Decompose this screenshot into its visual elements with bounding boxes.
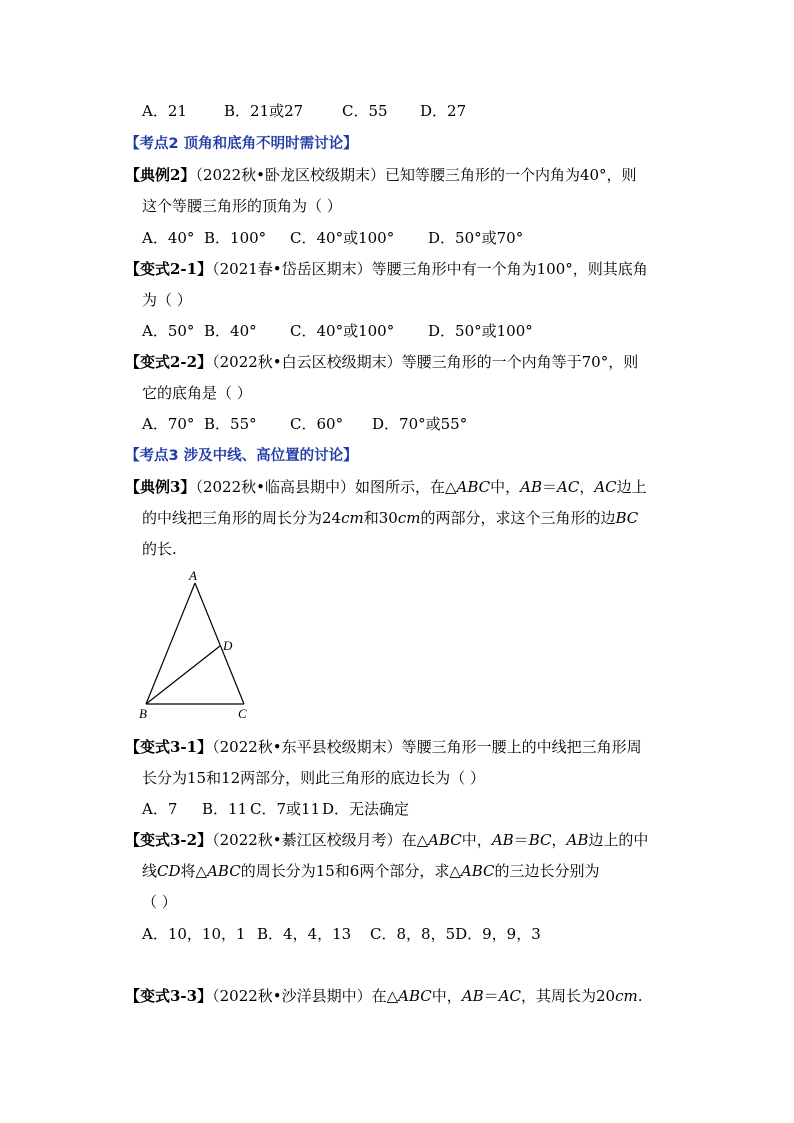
math-ab: AB — [566, 831, 589, 849]
variant-3-1-line1 — [125, 737, 642, 757]
math-ab: AB — [461, 987, 484, 1005]
side-ab — [146, 583, 195, 704]
option-a: A．50° — [142, 322, 195, 340]
option-a: A．40° — [142, 229, 195, 247]
variant-3-3-text: ，其周长为20 — [521, 987, 616, 1005]
variant-3-1-text1: （2022秋•东平县校级期末）等腰三角形一腰上的中线把三角形周 — [212, 738, 642, 756]
punct: ， — [579, 478, 595, 496]
example-3-text: 和30 — [363, 509, 398, 527]
math-ab: AB — [491, 831, 514, 849]
variant-3-1-tag: 【变式3-1】 — [125, 738, 213, 756]
option-c: C．40°或100° — [290, 229, 395, 247]
example-3-text: 边上 — [616, 478, 647, 496]
triangle-figure — [130, 568, 260, 728]
example-3-line1 — [125, 477, 647, 497]
example-3-tag: 【典例3】 — [125, 478, 196, 496]
label-a: A — [189, 568, 197, 583]
example-3-line3: 的长. — [142, 540, 177, 558]
option-d: D．70°或55° — [372, 415, 468, 433]
variant-3-3-text: （2022秋•沙洋县期中）在△ — [212, 987, 399, 1005]
variant-3-3-line1 — [125, 986, 643, 1006]
option-c: C．40°或100° — [290, 322, 395, 340]
variant-3-2-text: 边上的中 — [588, 831, 649, 849]
math-bc: BC — [528, 831, 552, 849]
option-a: A．21 — [142, 102, 187, 120]
variant-2-2-line2: 它的底角是（ ） — [142, 384, 252, 402]
math-bc: BC — [615, 509, 639, 527]
section-2-title: 【考点2 顶角和底角不明时需讨论】 — [125, 136, 358, 152]
option-d: D．50°或70° — [428, 229, 524, 247]
label-d: D — [223, 638, 233, 653]
variant-3-3-text: 中， — [431, 987, 462, 1005]
math-abc: ABC — [456, 478, 491, 496]
option-d: D．27 — [420, 102, 467, 120]
example-3-text: （2022秋•临高县期中）如图所示，在△ — [195, 478, 457, 496]
option-c: C．8，8，5D．9，9，3 — [370, 925, 541, 943]
example-2-line1 — [125, 165, 637, 185]
example-3-text: 的两部分，求这个三角形的边 — [420, 509, 616, 527]
variant-3-2-line3: （ ） — [142, 893, 177, 911]
variant-2-2-text1: （2022秋•白云区校级期末）等腰三角形的一个内角等于70°，则 — [212, 353, 639, 371]
side-ac — [195, 583, 244, 704]
option-b: B．11 — [202, 800, 248, 818]
option-b: B．40° — [204, 322, 257, 340]
math-abc: ABC — [460, 862, 495, 880]
math-cd: CD — [157, 862, 181, 880]
example-3-text: 的中线把三角形的周长分为24 — [142, 509, 342, 527]
option-b: B．4，4，13 — [257, 925, 352, 943]
option-a: A．7 — [142, 800, 178, 818]
example-3-line2 — [142, 508, 638, 528]
math-eq: ＝ — [483, 987, 499, 1005]
section-3-title: 【考点3 涉及中线、高位置的讨论】 — [125, 448, 358, 464]
math-ac: AC — [594, 478, 617, 496]
variant-3-2-text: 中， — [461, 831, 492, 849]
variant-2-2-line1 — [125, 352, 638, 372]
variant-3-2-tag: 【变式3-2】 — [125, 831, 213, 849]
option-c: C．55 — [342, 102, 388, 120]
label-c: C — [238, 706, 247, 721]
variant-3-2-text: 的三边长分别为 — [494, 862, 600, 880]
math-ab: AB — [520, 478, 542, 496]
option-b: B．100° — [204, 229, 267, 247]
option-c: C．60° — [290, 415, 344, 433]
variant-3-1-line2: 长分为15和12两部分，则此三角形的底边长为（ ） — [142, 769, 485, 787]
variant-2-2-tag: 【变式2-2】 — [125, 353, 213, 371]
label-b: B — [139, 706, 147, 721]
math-ac: AC — [557, 478, 580, 496]
example-3-text: 中， — [490, 478, 521, 496]
variant-3-2-options — [142, 924, 541, 944]
variant-3-2-text: 将△ — [180, 862, 208, 880]
variant-2-1-text1: （2021春•岱岳区期末）等腰三角形中有一个角为100°，则其底角 — [212, 260, 648, 278]
variant-2-1-line2: 为（ ） — [142, 291, 192, 309]
variant-3-2-line2 — [142, 861, 600, 881]
option-b: B．21或27 — [224, 102, 304, 120]
example-2-options — [142, 228, 523, 248]
prev-options — [142, 101, 466, 121]
variant-3-2-text: （2022秋•綦江区校级月考）在△ — [212, 831, 429, 849]
unit-cm: cm — [397, 509, 421, 527]
option-d: D．无法确定 — [322, 800, 410, 818]
variant-3-2-text: 线 — [142, 862, 158, 880]
variant-2-1-line1 — [125, 259, 648, 279]
math-abc: ABC — [398, 987, 432, 1005]
example-2-line2: 这个等腰三角形的顶角为（ ） — [142, 197, 342, 215]
option-b: B．55° — [204, 415, 257, 433]
punct: ， — [551, 831, 567, 849]
math-abc: ABC — [428, 831, 462, 849]
unit-cm: cm — [615, 987, 638, 1005]
math-abc: ABC — [207, 862, 241, 880]
option-d: D．50°或100° — [428, 322, 533, 340]
variant-3-2-line1 — [125, 830, 648, 850]
variant-3-1-options — [142, 799, 409, 819]
variant-3-3-tag: 【变式3-3】 — [125, 987, 213, 1005]
variant-2-2-options — [142, 414, 467, 434]
example-2-tag: 【典例2】 — [125, 166, 196, 184]
punct: . — [637, 987, 643, 1005]
variant-3-2-text: 的周长分为15和6两个部分，求△ — [240, 862, 461, 880]
option-c: C．7或11 — [250, 800, 321, 818]
unit-cm: cm — [341, 509, 364, 527]
option-a: A．10，10，1 — [142, 925, 246, 943]
example-2-text1: （2022秋•卧龙区校级期末）已知等腰三角形的一个内角为40°，则 — [195, 166, 637, 184]
math-eq: ＝ — [513, 831, 529, 849]
math-ac: AC — [498, 987, 521, 1005]
math-eq: ＝ — [542, 478, 558, 496]
variant-2-1-tag: 【变式2-1】 — [125, 260, 213, 278]
variant-2-1-options — [142, 321, 533, 341]
option-a: A．70° — [142, 415, 195, 433]
